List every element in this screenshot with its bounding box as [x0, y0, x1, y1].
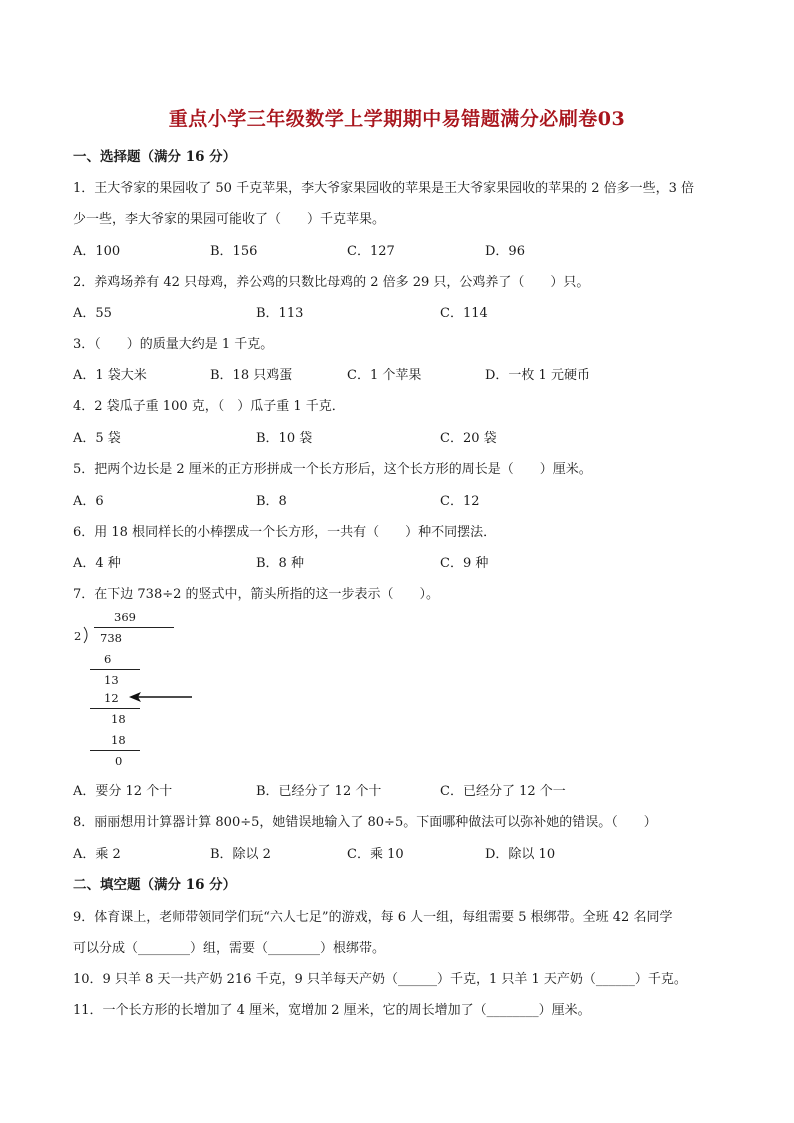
question-5-line-1: 5．把两个边长是 2 厘米的正方形拼成一个长方形后，这个长方形的周长是（ ）厘米。	[73, 462, 592, 477]
q3-option-a[interactable]: A．1 袋大米	[73, 368, 147, 383]
q4-option-a[interactable]: A．5 袋	[73, 431, 121, 446]
q8-option-c[interactable]: C．乘 10	[347, 847, 404, 862]
division-dividend: 738	[100, 631, 122, 645]
q6-option-c[interactable]: C．9 种	[440, 556, 489, 571]
division-rule-1	[90, 669, 140, 670]
q5-option-b[interactable]: B．8	[256, 494, 287, 509]
question-8-line-1: 8．丽丽想用计算器计算 800÷5，她错误地输入了 80÷5。下面哪种做法可以弥补她的错误。（ ）	[73, 815, 657, 830]
division-step-6: 0	[115, 754, 123, 768]
q6-option-b[interactable]: B．8 种	[256, 556, 304, 571]
q4-option-c[interactable]: C．20 袋	[440, 431, 497, 446]
q3-option-c[interactable]: C．1 个苹果	[347, 368, 422, 383]
q4-option-b[interactable]: B．10 袋	[256, 431, 313, 446]
question-11-line-1: 11．一个长方形的长增加了 4 厘米，宽增加 2 厘米，它的周长增加了（________）厘米。	[73, 1003, 591, 1018]
question-1-line-2: 少一些，李大爷家的果园可能收了（ ）千克苹果。	[73, 212, 386, 227]
q3-option-d[interactable]: D．一枚 1 元硬币	[485, 368, 590, 383]
division-step-5: 18	[111, 733, 126, 747]
long-division-figure	[60, 606, 220, 776]
q8-option-a[interactable]: A．乘 2	[73, 847, 121, 862]
question-4-line-1: 4．2 袋瓜子重 100 克，（ ）瓜子重 1 千克．	[73, 399, 345, 414]
q8-option-d[interactable]: D．除以 10	[485, 847, 556, 862]
question-2-line-1: 2．养鸡场养有 42 只母鸡，养公鸡的只数比母鸡的 2 倍多 29 只，公鸡养了（ ）只。	[73, 275, 590, 290]
q8-option-b[interactable]: B．除以 2	[210, 847, 271, 862]
question-10-line-1: 10．9 只羊 8 天一共产奶 216 千克，9 只羊每天产奶（______）千克，1 只羊 1 天产奶（______）千克。	[73, 972, 687, 987]
q2-option-b[interactable]: B．113	[256, 306, 304, 321]
q7-option-a[interactable]: A．要分 12 个十	[73, 784, 173, 799]
question-6-line-1: 6．用 18 根同样长的小棒摆成一个长方形，一共有（ ）种不同摆法．	[73, 525, 497, 540]
q2-option-a[interactable]: A．55	[73, 306, 112, 321]
division-step-4: 18	[111, 712, 126, 726]
q1-option-a[interactable]: A．100	[73, 244, 121, 259]
division-bar	[94, 627, 174, 628]
division-divisor: 2	[74, 629, 82, 643]
page-title: 重点小学三年级数学上学期期中易错题满分必刷卷03	[168, 108, 626, 130]
question-9-line-1: 9．体育课上，老师带领同学们玩“六人七足”的游戏，每 6 人一组，每组需要 5 根绑带。全班 42 名同学	[73, 910, 673, 925]
q6-option-a[interactable]: A．4 种	[73, 556, 121, 571]
division-rule-2	[90, 708, 140, 709]
division-step-2: 13	[104, 673, 119, 687]
q7-option-b[interactable]: B．已经分了 12 个十	[256, 784, 382, 799]
section-heading-fill: 二、填空题（满分 16 分）	[73, 877, 237, 893]
division-bracket	[82, 626, 92, 644]
q2-option-c[interactable]: C．114	[440, 306, 488, 321]
q3-option-b[interactable]: B．18 只鸡蛋	[210, 368, 293, 383]
division-step-1: 6	[104, 652, 112, 666]
question-7-line-1: 7．在下边 738÷2 的竖式中，箭头所指的这一步表示（ ）。	[73, 587, 440, 602]
question-9-line-2: 可以分成（________）组，需要（________）根绑带。	[73, 941, 386, 956]
arrow-left-icon	[128, 690, 194, 704]
division-quotient: 369	[114, 610, 136, 624]
question-3-line-1: 3．（ ）的质量大约是 1 千克。	[73, 337, 274, 352]
q1-option-c[interactable]: C．127	[347, 244, 395, 259]
q1-option-d[interactable]: D．96	[485, 244, 525, 259]
division-rule-3	[90, 750, 140, 751]
q5-option-c[interactable]: C．12	[440, 494, 480, 509]
q1-option-b[interactable]: B．156	[210, 244, 258, 259]
q7-option-c[interactable]: C．已经分了 12 个一	[440, 784, 566, 799]
q5-option-a[interactable]: A．6	[73, 494, 104, 509]
section-heading-choice: 一、选择题（满分 16 分）	[73, 149, 237, 165]
question-1-line-1: 1．王大爷家的果园收了 50 千克苹果，李大爷家果园收的苹果是王大爷家果园收的苹果的 2 倍多一些，3 倍	[73, 181, 695, 196]
division-step-3: 12	[104, 691, 119, 705]
